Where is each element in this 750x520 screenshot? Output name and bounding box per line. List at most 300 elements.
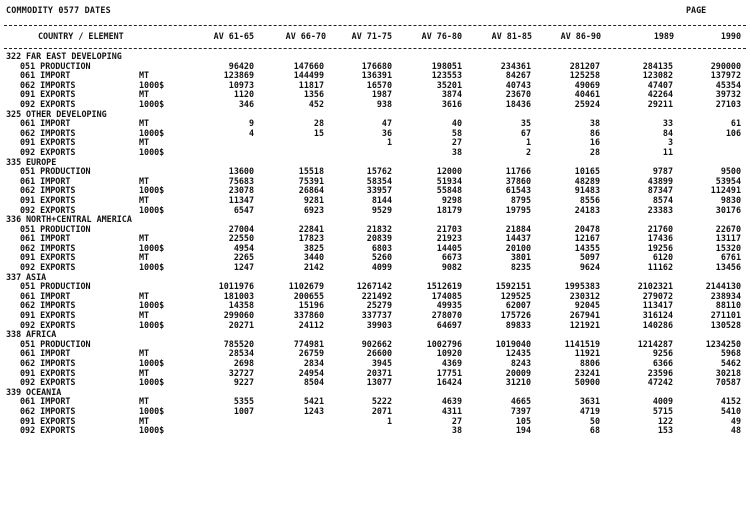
value-cell: 147660 [293,60,324,71]
country-code: 322 [6,51,22,61]
value-cell: 27 [451,137,462,148]
value-cell: 27004 [228,223,254,234]
value-cell: 14405 [436,242,462,253]
value-cell: 92045 [574,300,600,311]
value-cell: 21703 [436,223,462,234]
element-label: 061 IMPORT [20,70,71,81]
value-cell: 2834 [303,358,324,368]
value-cell: 11347 [228,194,254,205]
country-code: 338 [6,329,22,340]
value-cell: 86 [589,127,600,138]
value-cell: 5421 [303,396,324,407]
value-cell: 6923 [303,204,324,215]
value-cell: 36 [381,127,392,138]
value-cell: 8556 [579,194,600,205]
value-cell: 16 [589,137,600,148]
value-cell: 9529 [371,204,392,215]
value-cell: 10165 [574,166,600,177]
value-cell: 50 [589,415,600,426]
element-unit: 1000$ [139,98,165,109]
value-cell: 198051 [431,60,462,71]
value-cell: 40461 [574,89,600,100]
value-cell: 48 [730,425,741,436]
value-cell: 299060 [223,310,254,321]
value-cell: 12435 [505,348,531,359]
country-code: 325 [6,108,22,119]
value-cell: 48289 [574,175,600,186]
value-cell: 39903 [366,319,392,330]
element-label: 092 EXPORTS [20,425,76,436]
value-cell: 21923 [436,233,462,244]
value-cell: 4009 [652,396,673,407]
value-cell: 174085 [431,290,462,301]
value-cell: 3945 [371,358,392,368]
value-cell: 21760 [647,223,673,234]
value-cell: 8806 [579,358,600,368]
value-cell: 136391 [361,70,392,81]
value-cell: 284135 [642,60,673,71]
value-cell: 281207 [569,60,600,71]
value-cell: 938 [376,98,392,109]
value-cell: 96420 [228,60,254,71]
value-cell: 13077 [366,377,392,388]
value-cell: 22670 [715,223,741,234]
country-name: NORTH+CENTRAL AMERICA [26,214,132,225]
element-label: 051 PRODUCTION [20,223,91,234]
value-cell: 1 [525,137,531,148]
element-label: 092 EXPORTS [20,146,76,157]
value-cell: 279072 [642,290,673,301]
value-cell: 75683 [228,175,254,186]
value-cell: 3825 [303,242,324,253]
value-cell: 2144130 [705,281,741,292]
value-cell: 32727 [228,367,254,378]
value-cell: 6366 [652,358,673,368]
value-cell: 153 [657,425,673,436]
value-cell: 6761 [720,252,741,263]
element-label: 091 EXPORTS [20,367,76,378]
value-cell: 25924 [574,98,600,109]
value-cell: 346 [238,98,254,109]
element-label: 062 IMPORTS [20,242,76,253]
element-unit: 1000$ [139,358,165,368]
value-cell: 70587 [715,377,741,388]
value-cell: 9281 [303,194,324,205]
value-cell: 2102321 [637,281,673,292]
value-cell: 1995383 [564,281,600,292]
value-cell: 129525 [500,290,531,301]
element-label: 092 EXPORTS [20,377,76,388]
value-cell: 238934 [710,290,741,301]
value-cell: 14355 [574,242,600,253]
column-header-period: AV 66-70 [285,31,326,41]
element-label: 061 IMPORT [20,348,71,359]
value-cell: 23383 [647,204,673,215]
value-cell: 22550 [228,233,254,244]
element-unit: 1000$ [139,405,165,416]
value-cell: 6547 [233,204,254,215]
page-label: PAGE [686,5,707,15]
value-cell: 3440 [303,252,324,263]
element-unit: MT [139,137,150,148]
value-cell: 38 [451,425,462,436]
element-row [0,263,750,273]
value-cell: 785520 [223,338,254,349]
element-label: 051 PRODUCTION [20,281,91,292]
value-cell: 11921 [574,348,600,359]
value-cell: 14358 [228,300,254,311]
element-label: 091 EXPORTS [20,137,76,148]
value-cell: 39732 [715,89,741,100]
value-cell: 5968 [720,348,741,359]
value-cell: 267941 [569,310,600,321]
value-cell: 5260 [371,252,392,263]
value-cell: 47 [381,118,392,129]
element-label: 062 IMPORTS [20,300,76,311]
value-cell: 123869 [223,70,254,81]
country-name: ASIA [26,271,47,282]
value-cell: 13456 [715,262,741,273]
value-cell: 278070 [431,310,462,321]
value-cell: 8574 [652,194,673,205]
value-cell: 6120 [652,252,673,263]
value-cell: 122 [657,415,673,426]
value-cell: 12167 [574,233,600,244]
value-cell: 20100 [505,242,531,253]
value-cell: 11 [662,146,673,157]
value-cell: 43899 [647,175,673,186]
value-cell: 11162 [647,262,673,273]
value-cell: 1102679 [288,281,324,292]
value-cell: 337860 [293,310,324,321]
value-cell: 49 [730,415,741,426]
country-name: AFRICA [26,329,57,340]
value-cell: 125258 [569,70,600,81]
value-cell: 774981 [293,338,324,349]
element-row [0,407,750,417]
value-cell: 106 [725,127,741,138]
value-cell: 31210 [505,377,531,388]
value-cell: 19795 [505,204,531,215]
value-cell: 53954 [715,175,741,186]
value-cell: 3 [667,137,673,148]
element-row [0,138,750,148]
country-name: OTHER DEVELOPING [26,108,107,119]
value-cell: 33957 [366,185,392,196]
value-cell: 9227 [233,377,254,388]
element-unit: 1000$ [139,185,165,196]
value-cell: 75391 [298,175,324,186]
value-cell: 20371 [366,367,392,378]
element-label: 061 IMPORT [20,290,71,301]
element-label: 051 PRODUCTION [20,60,91,71]
value-cell: 16424 [436,377,462,388]
value-cell: 11817 [298,79,324,90]
element-row [0,119,750,129]
value-cell: 1267142 [356,281,392,292]
value-cell: 230312 [569,290,600,301]
value-cell: 20839 [366,233,392,244]
element-label: 061 IMPORT [20,233,71,244]
element-label: 061 IMPORT [20,118,71,129]
value-cell: 33 [662,118,673,129]
value-cell: 5222 [371,396,392,407]
element-label: 062 IMPORTS [20,79,76,90]
value-cell: 130528 [710,319,741,330]
value-cell: 26600 [366,348,392,359]
value-cell: 3874 [441,89,462,100]
element-label: 091 EXPORTS [20,89,76,100]
value-cell: 8243 [510,358,531,368]
value-cell: 113417 [642,300,673,311]
value-cell: 64697 [436,319,462,330]
value-cell: 8795 [510,194,531,205]
value-cell: 200655 [293,290,324,301]
value-cell: 84267 [505,70,531,81]
value-cell: 15 [313,127,324,138]
value-cell: 35 [520,118,531,129]
value-cell: 9082 [441,262,462,273]
column-header-period: AV 61-65 [213,31,254,41]
value-cell: 4311 [441,405,462,416]
value-cell: 5715 [652,405,673,416]
element-unit: MT [139,415,150,426]
country-name: OCEANIA [26,386,62,397]
element-unit: MT [139,175,150,186]
value-cell: 234361 [500,60,531,71]
element-row [0,148,750,158]
value-cell: 26864 [298,185,324,196]
column-header-period: AV 71-75 [351,31,392,41]
value-cell: 14437 [505,233,531,244]
value-cell: 17823 [298,233,324,244]
value-cell: 21884 [505,223,531,234]
value-cell: 1 [386,415,392,426]
value-cell: 1 [386,137,392,148]
value-cell: 10973 [228,79,254,90]
element-unit: 1000$ [139,204,165,215]
value-cell: 271101 [710,310,741,321]
element-row [0,378,750,388]
element-unit: 1000$ [139,127,165,138]
value-cell: 1234250 [705,338,741,349]
element-unit: 1000$ [139,242,165,253]
element-row [0,321,750,331]
value-cell: 5355 [233,396,254,407]
value-cell: 15762 [366,166,392,177]
column-header-period: 1989 [653,31,674,41]
value-cell: 5097 [579,252,600,263]
value-cell: 13117 [715,233,741,244]
element-unit: 1000$ [139,146,165,157]
value-cell: 29211 [647,98,673,109]
value-cell: 37860 [505,175,531,186]
value-cell: 15320 [715,242,741,253]
value-cell: 181003 [223,290,254,301]
element-label: 061 IMPORT [20,396,71,407]
value-cell: 8504 [303,377,324,388]
value-cell: 49935 [436,300,462,311]
value-cell: 1356 [303,89,324,100]
value-cell: 24954 [298,367,324,378]
value-cell: 20271 [228,319,254,330]
element-unit: MT [139,396,150,407]
value-cell: 17751 [436,367,462,378]
value-cell: 112491 [710,185,741,196]
element-label: 061 IMPORT [20,175,71,186]
value-cell: 58354 [366,175,392,186]
value-cell: 18436 [505,98,531,109]
value-cell: 13600 [228,166,254,177]
country-code: 337 [6,271,22,282]
value-cell: 2265 [233,252,254,263]
value-cell: 42264 [647,89,673,100]
value-cell: 23670 [505,89,531,100]
value-cell: 47242 [647,377,673,388]
value-cell: 4152 [720,396,741,407]
value-cell: 58 [451,127,462,138]
value-cell: 4369 [441,358,462,368]
value-cell: 51934 [436,175,462,186]
value-cell: 221492 [361,290,392,301]
country-code: 339 [6,386,22,397]
value-cell: 2698 [233,358,254,368]
value-cell: 88110 [715,300,741,311]
value-cell: 25279 [366,300,392,311]
value-cell: 8144 [371,194,392,205]
value-cell: 62007 [505,300,531,311]
value-cell: 5462 [720,358,741,368]
value-cell: 902662 [361,338,392,349]
value-cell: 316124 [642,310,673,321]
value-cell: 49069 [574,79,600,90]
value-cell: 15196 [298,300,324,311]
element-unit: MT [139,70,150,81]
header-divider-top [4,25,746,26]
value-cell: 24183 [574,204,600,215]
value-cell: 144499 [293,70,324,81]
value-cell: 11766 [505,166,531,177]
value-cell: 22841 [298,223,324,234]
value-cell: 21832 [366,223,392,234]
data-table [0,52,750,436]
column-header-period: AV 86-90 [560,31,601,41]
value-cell: 47407 [647,79,673,90]
element-label: 092 EXPORTS [20,319,76,330]
value-cell: 20478 [574,223,600,234]
element-label: 062 IMPORTS [20,405,76,416]
value-cell: 23078 [228,185,254,196]
element-unit: 1000$ [139,79,165,90]
value-cell: 19256 [647,242,673,253]
value-cell: 12000 [436,166,462,177]
value-cell: 30176 [715,204,741,215]
value-cell: 9298 [441,194,462,205]
value-cell: 5410 [720,405,741,416]
column-header-period: AV 76-80 [421,31,462,41]
value-cell: 9830 [720,194,741,205]
value-cell: 40 [451,118,462,129]
value-cell: 6803 [371,242,392,253]
value-cell: 55848 [436,185,462,196]
value-cell: 91483 [574,185,600,196]
element-unit: MT [139,89,150,100]
value-cell: 30218 [715,367,741,378]
value-cell: 4099 [371,262,392,273]
value-cell: 15518 [298,166,324,177]
element-label: 091 EXPORTS [20,310,76,321]
value-cell: 4639 [441,396,462,407]
element-label: 062 IMPORTS [20,127,76,138]
value-cell: 1141519 [564,338,600,349]
element-row [0,417,750,427]
element-row [0,90,750,100]
value-cell: 1214287 [637,338,673,349]
value-cell: 2 [525,146,531,157]
element-label: 092 EXPORTS [20,98,76,109]
value-cell: 38 [451,146,462,157]
element-label: 051 PRODUCTION [20,166,91,177]
country-code: 335 [6,156,22,167]
value-cell: 452 [308,98,324,109]
value-cell: 1243 [303,405,324,416]
country-code: 336 [6,214,22,225]
column-header-period: 1990 [720,31,741,41]
value-cell: 1247 [233,262,254,273]
value-cell: 61543 [505,185,531,196]
value-cell: 9500 [720,166,741,177]
value-cell: 290000 [710,60,741,71]
value-cell: 337737 [361,310,392,321]
element-label: 051 PRODUCTION [20,338,91,349]
value-cell: 40743 [505,79,531,90]
value-cell: 61 [730,118,741,129]
value-cell: 16570 [366,79,392,90]
header-divider-bottom [4,48,746,49]
value-cell: 3616 [441,98,462,109]
value-cell: 1002796 [426,338,462,349]
element-unit: 1000$ [139,425,165,436]
value-cell: 18179 [436,204,462,215]
value-cell: 1019040 [495,338,531,349]
value-cell: 4 [248,127,254,138]
element-unit: 1000$ [139,300,165,311]
element-label: 062 IMPORTS [20,185,76,196]
value-cell: 1592151 [495,281,531,292]
value-cell: 24112 [298,319,324,330]
column-header-period: AV 81-85 [491,31,532,41]
value-cell: 1007 [233,405,254,416]
element-unit: 1000$ [139,262,165,273]
value-cell: 7397 [510,405,531,416]
value-cell: 35201 [436,79,462,90]
value-cell: 4665 [510,396,531,407]
value-cell: 23241 [574,367,600,378]
value-cell: 23596 [647,367,673,378]
value-cell: 10920 [436,348,462,359]
value-cell: 3801 [510,252,531,263]
value-cell: 2071 [371,405,392,416]
element-label: 062 IMPORTS [20,358,76,368]
element-unit: MT [139,233,150,244]
value-cell: 2142 [303,262,324,273]
value-cell: 3631 [579,396,600,407]
element-unit: 1000$ [139,377,165,388]
element-label: 091 EXPORTS [20,252,76,263]
value-cell: 175726 [500,310,531,321]
value-cell: 84 [662,127,673,138]
value-cell: 9787 [652,166,673,177]
